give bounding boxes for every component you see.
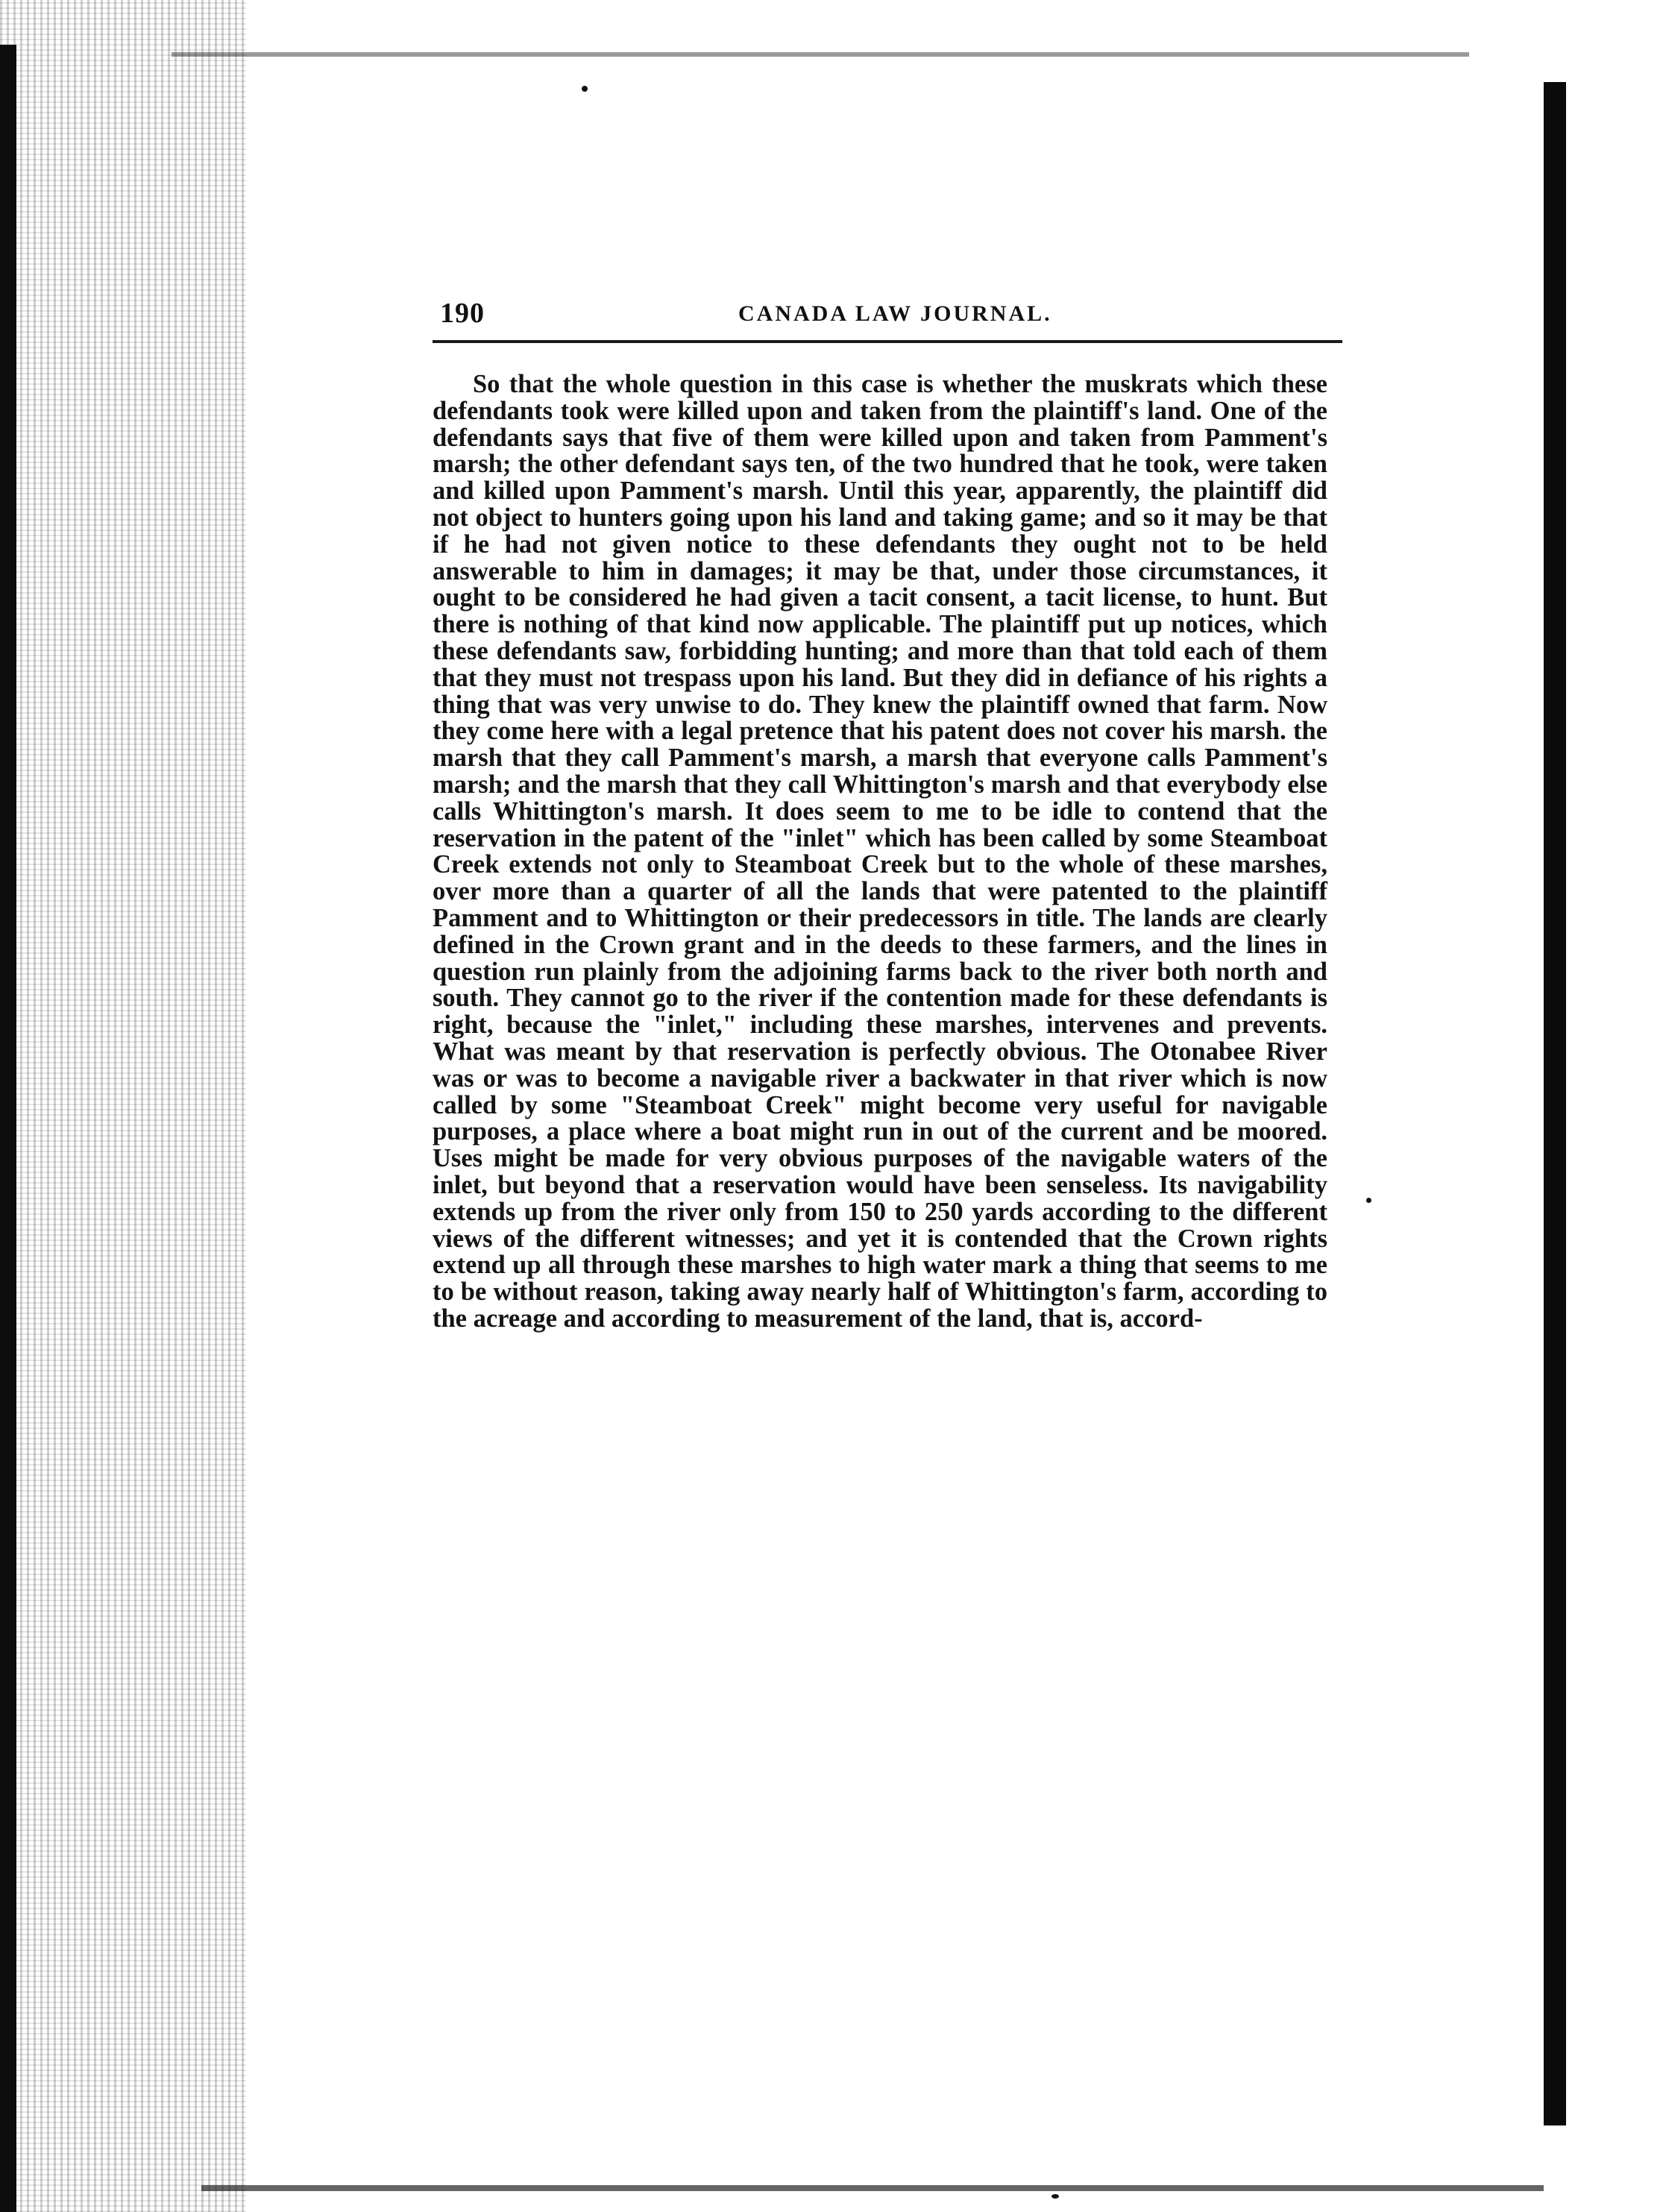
paragraph: So that the whole question in this case is whether the muskrats which these defendants took were killed upon and taken from the plaintiff's land. One of the defendants says that five of them were killed upon and taken from Pamment's marsh; the other defendant says ten, of the two hundred that he took, were taken and killed upon Pamment's marsh. Until this year, apparently, the plaintiff did not object to hunters going upon his land and taking game; and so it may be that if he had not given notice to these defendants they ought not to be held answerable to him in damages; it may be that, under those circumstances, it ought to be considered he had given a tacit consent, a tacit license, to hunt. But there is nothing of that kind now applicable. The plaintiff put up notices, which these defendants saw, forbidding hunting; and more than that told each of them that they must not trespass upon his land. But they did in defiance of his rights a thing that was very unwise to do. They knew the plaintiff owned that farm. Now they come here with a legal pretence that his patent does not cover his marsh. the marsh that they call Pamment's marsh, a marsh that everyone calls Pamment's marsh; and the marsh that they call Whittington's marsh and that everybody else calls Whittington's marsh. It does seem to me to be idle to contend that the reservation in the patent of the "inlet" which has been called by some Steamboat Creek extends not only to Steamboat Creek but to the whole of these marshes, over more than a quarter of all the lands that were patented to the plaintiff Pamment and to Whittington or their predecessors in title. The lands are clearly defined in the Crown grant and in the deeds to these farmers, and the lines in question run plainly from the adjoining farms back to the river both north and south. They cannot go to the river if the contention made for these defendants is right, because the "inlet," including these marshes, intervenes and prevents. What was meant by that reservation is perfectly obvious. The Otonabee River was or was to become a navigable river a backwater in that river which is now called by some "Steamboat Creek" might become very useful for navigable purposes, a place where a boat might run in out of the current and be moored. Uses might be made for very obvious purposes of the navigable waters of the inlet, but beyond that a reservation would have been senseless. Its navigability extends up from the river only from 150 to 250 yards according to the different views of the different witnesses; and yet it is contended that the Crown rights extend up all through these marshes to high water mark a thing that seems to me to be without reason, taking away nearly half of Whittington's farm, according to the acreage and according to measurement of the land, that is, accord- xyxy=(433,370,1327,1333)
scan-left-edge xyxy=(0,45,16,2212)
scan-right-edge xyxy=(1544,82,1566,2125)
running-head: CANADA LAW JOURNAL. xyxy=(738,301,1052,326)
scan-top-edge xyxy=(172,52,1469,57)
body-text xyxy=(433,371,1327,1333)
header-rule xyxy=(433,340,1342,343)
scanned-binding-shadow xyxy=(0,0,246,2212)
page-header xyxy=(433,291,1342,336)
page-number: 190 xyxy=(440,298,485,329)
scan-bottom-edge xyxy=(201,2185,1544,2191)
scan-speck xyxy=(1051,2194,1059,2199)
document-page xyxy=(433,291,1342,2081)
scan-speck xyxy=(582,86,588,92)
scan-right-margin xyxy=(1574,0,1663,2212)
scan-speck xyxy=(1366,1198,1371,1203)
